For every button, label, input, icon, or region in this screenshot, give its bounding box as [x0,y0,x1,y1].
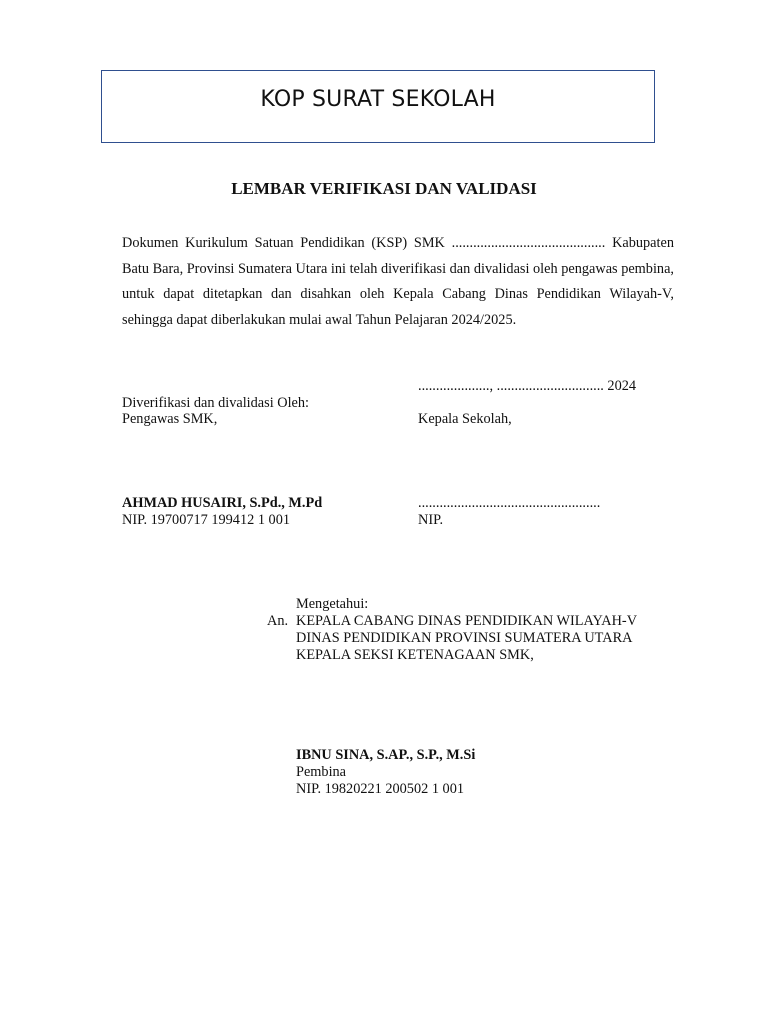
document-body: Dokumen Kurikulum Satuan Pendidikan (KSP) SMK ........................................... Kabupaten Batu Bara, Provinsi Sumatera Utara ini telah diverifikasi dan divalidasi oleh pengawas pembina, untuk dapat ditetapkan dan disahkan oleh Kepala Cabang Dinas Pendidikan Wilayah-V, sehingga dapat diberlakukan mulai awal Tahun Pelajaran 2024/2025. [122,235,674,328]
acknowledgement-line-3: KEPALA SEKSI KETENAGAAN SMK, [296,647,534,663]
principal-role: Kepala Sekolah, [418,411,512,427]
place-date: ...................., .............................. 2024 [418,378,637,394]
acknowledgement-line-1: KEPALA CABANG DINAS PENDIDIKAN WILAYAH-V [296,613,638,629]
principal-nip: NIP. [418,512,444,528]
principal-name-placeholder: ................................................... [418,495,601,511]
acknowledgement-label: Mengetahui: [296,596,369,612]
acknowledgement-block [296,596,637,664]
supervisor-role: Pengawas SMK, [122,411,218,427]
head-nip: NIP. 19820221 200502 1 001 [296,781,464,797]
letterhead-text: KOP SURAT SEKOLAH [260,87,496,112]
document-title: LEMBAR VERIFIKASI DAN VALIDASI [231,179,537,198]
acknowledgement-line-2: DINAS PENDIDIKAN PROVINSI SUMATERA UTARA [296,630,633,646]
supervisor-intro: Diverifikasi dan divalidasi Oleh: [122,395,310,411]
supervisor-name: AHMAD HUSAIRI, S.Pd., M.Pd [122,495,323,511]
head-rank: Pembina [296,764,347,780]
letterhead-box [101,70,655,143]
head-name: IBNU SINA, S.AP., S.P., M.Si [296,747,476,763]
supervisor-nip: NIP. 19700717 199412 1 001 [122,512,290,528]
on-behalf-label: An. [267,613,289,629]
